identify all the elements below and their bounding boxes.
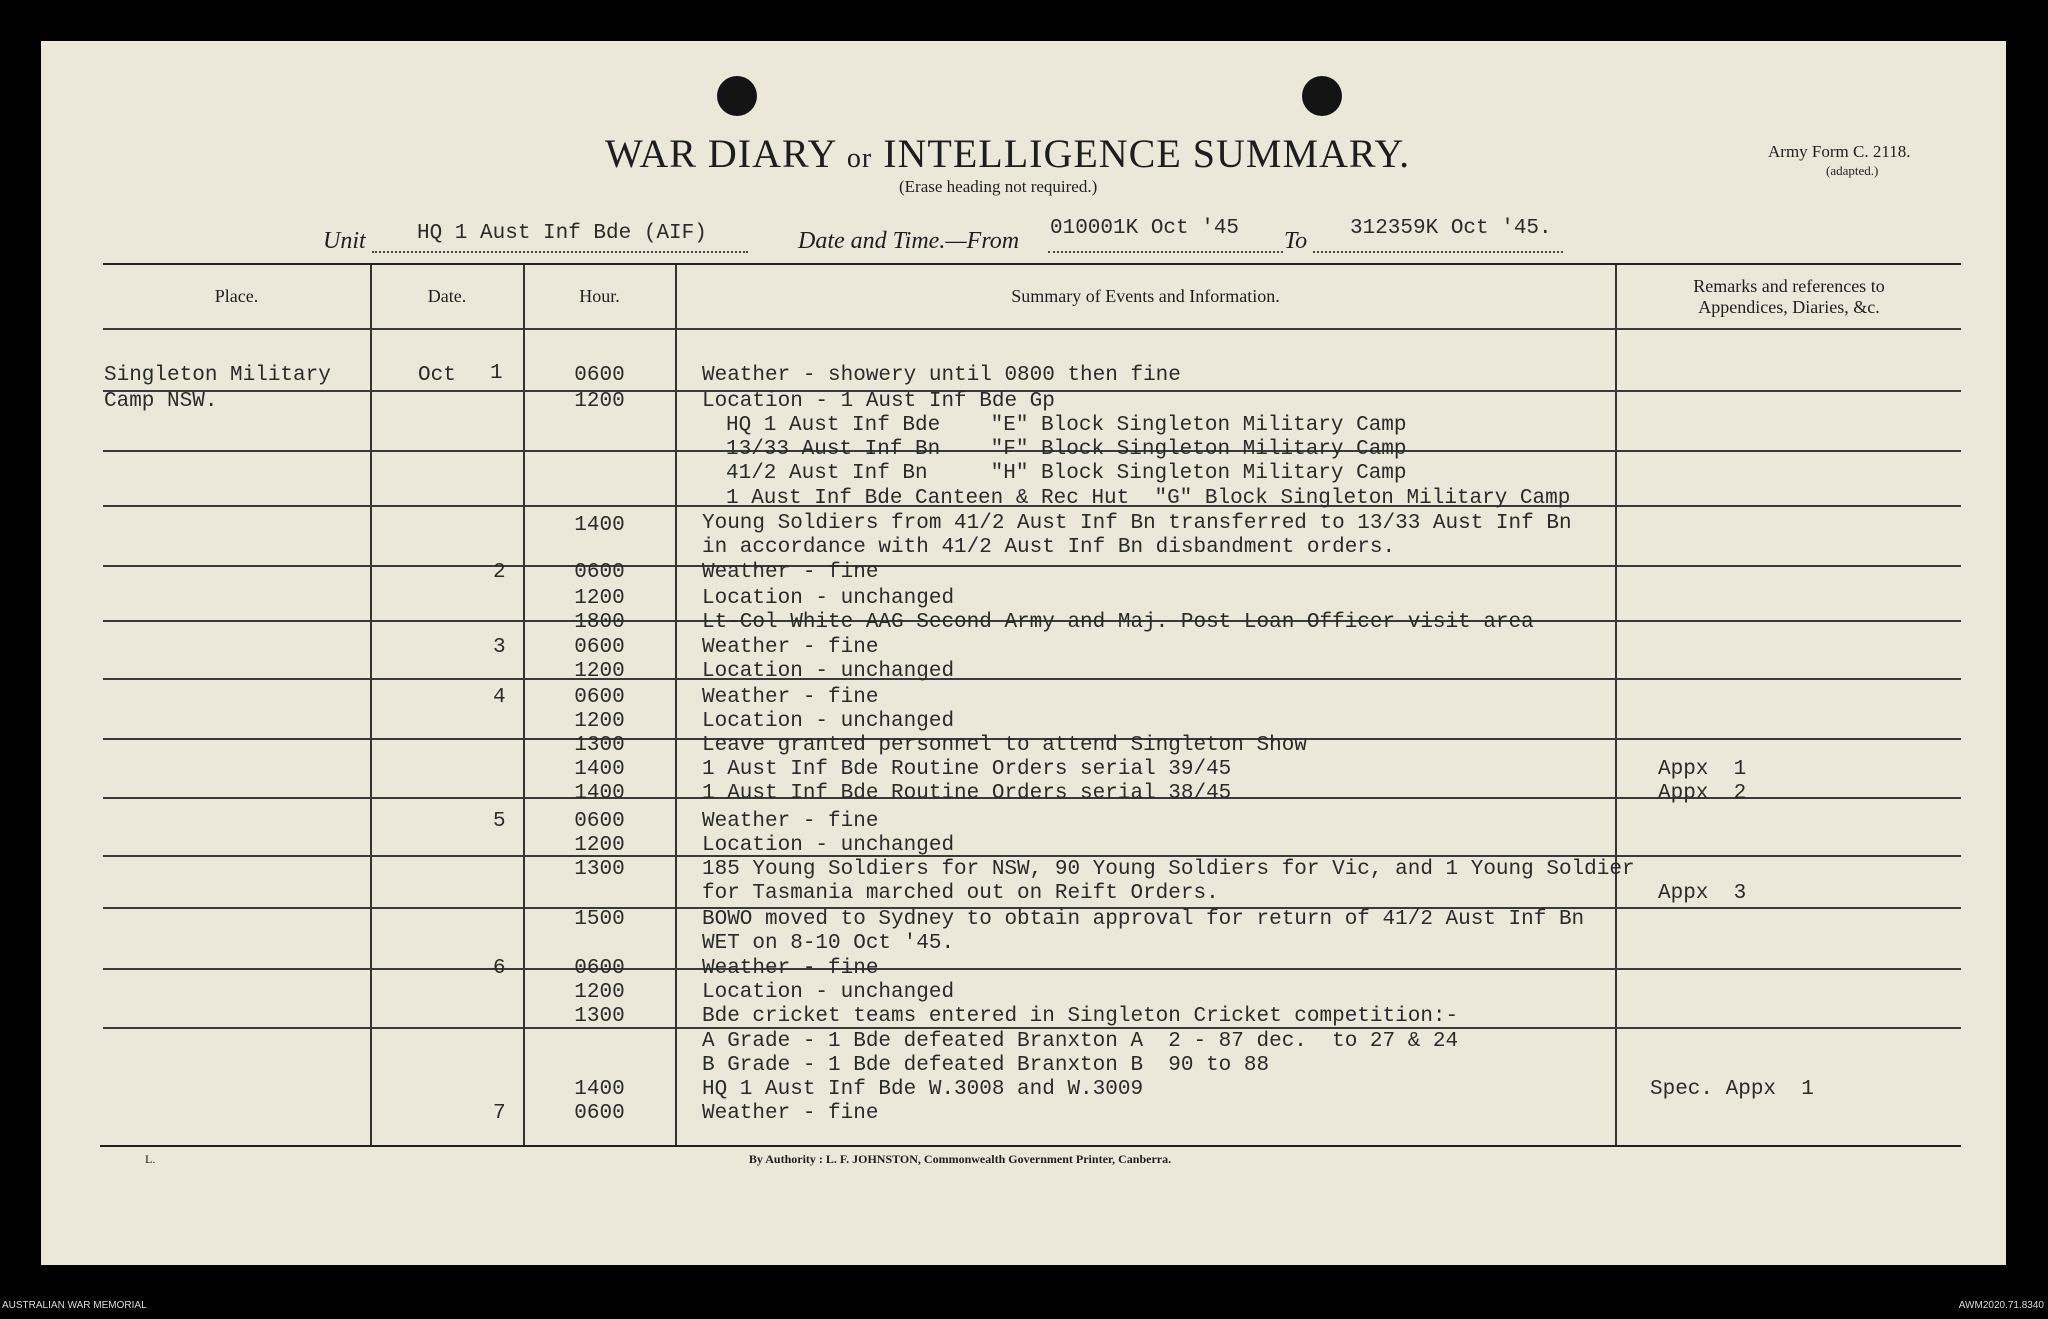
footer-mark: L.	[145, 1152, 156, 1166]
summary-line: for Tasmania marched out on Reift Orders.	[702, 882, 1219, 905]
place-line: Camp NSW.	[104, 390, 218, 413]
summary-line: WET on 8-10 Oct '45.	[702, 932, 955, 955]
hour: 1400	[574, 1078, 625, 1101]
date-from-value: 010001K Oct '45	[1050, 217, 1240, 240]
printer-authority: By Authority : L. F. JOHNSTON, Commonwealth Government Printer, Canberra.	[748, 1152, 1172, 1166]
summary-line: 1 Aust Inf Bde Routine Orders serial 39/45	[702, 758, 1232, 781]
hour: 1400	[574, 782, 625, 805]
hour: 1200	[574, 587, 625, 610]
hour: 0600	[574, 957, 625, 980]
hour: 0600	[574, 636, 625, 659]
summary-line: in accordance with 41/2 Aust Inf Bn disbandment orders.	[702, 536, 1396, 559]
header-place: Place.	[214, 286, 259, 306]
date-day: 4	[493, 686, 506, 709]
summary-line: 1 Aust Inf Bde Routine Orders serial 38/45	[702, 782, 1232, 805]
summary-line: Weather - fine	[702, 810, 879, 833]
summary-line: Location - unchanged	[702, 587, 955, 610]
archive-name: AUSTRALIAN WAR MEMORIAL	[2, 1300, 147, 1311]
remark-appendix: Appx 3	[1658, 882, 1747, 905]
hour: 1200	[574, 834, 625, 857]
summary-line: Location - unchanged	[702, 834, 955, 857]
summary-line: Young Soldiers from 41/2 Aust Inf Bn transferred to 13/33 Aust Inf Bn	[702, 512, 1572, 535]
hour: 1400	[574, 514, 625, 537]
summary-line: HQ 1 Aust Inf Bde "E" Block Singleton Military Camp	[726, 414, 1407, 437]
summary-line: B Grade - 1 Bde defeated Branxton B 90 to 88	[702, 1054, 1270, 1077]
archive-reference: AWM2020.71.8340	[1958, 1300, 2044, 1311]
place-line: Singleton Military	[104, 364, 331, 387]
hour: 0600	[574, 561, 625, 584]
date-day: 2	[493, 561, 506, 584]
date-day: 7	[493, 1102, 506, 1125]
summary-line: Weather - fine	[702, 1102, 879, 1125]
summary-line: 41/2 Aust Inf Bn "H" Block Singleton Military Camp	[726, 462, 1407, 485]
summary-line: Location - unchanged	[702, 981, 955, 1004]
army-form-adapted: (adapted.)	[1826, 163, 1879, 178]
date-day: 5	[493, 810, 506, 833]
unit-value: HQ 1 Aust Inf Bde (AIF)	[417, 222, 707, 245]
hour: 1400	[574, 758, 625, 781]
header-hour: Hour.	[579, 286, 620, 306]
punch-hole-right	[1302, 76, 1342, 116]
summary-line: BOWO moved to Sydney to obtain approval for return of 41/2 Aust Inf Bn	[702, 908, 1585, 931]
summary-line: 1 Aust Inf Bde Canteen & Rec Hut "G" Block Singleton Military Camp	[726, 487, 1571, 510]
to-label: To	[1284, 228, 1308, 254]
summary-line: Bde cricket teams entered in Singleton Cricket competition:-	[702, 1005, 1459, 1028]
hour: 1200	[574, 660, 625, 683]
hour: 0600	[574, 686, 625, 709]
hour: 1300	[574, 1005, 625, 1028]
date-month: Oct	[418, 364, 456, 387]
hour: 1500	[574, 908, 625, 931]
hour: 1200	[574, 710, 625, 733]
header-date: Date.	[427, 286, 467, 306]
hour: 1200	[574, 981, 625, 1004]
summary-line: Weather - fine	[702, 957, 879, 980]
erase-note: (Erase heading not required.)	[899, 177, 1098, 196]
summary-line: Lt-Col White AAG Second Army and Maj. Post Loan Officer visit area	[702, 611, 1534, 634]
hour: 1200	[574, 390, 625, 413]
summary-line: 13/33 Aust Inf Bn "F" Block Singleton Military Camp	[726, 438, 1407, 461]
hour: 0600	[574, 364, 625, 387]
date-time-label: Date and Time.—From	[798, 228, 1020, 254]
hour: 1300	[574, 734, 625, 757]
remark-appendix: Appx 1	[1658, 758, 1747, 781]
summary-line: Weather - fine	[702, 686, 879, 709]
summary-line: Weather - fine	[702, 561, 879, 584]
hour: 0600	[574, 1102, 625, 1125]
header-remarks: Remarks and references to Appendices, Diaries, &c.	[1693, 276, 1885, 317]
hour: 0600	[574, 810, 625, 833]
summary-line: HQ 1 Aust Inf Bde W.3008 and W.3009	[702, 1078, 1144, 1101]
summary-line: Location - 1 Aust Inf Bde Gp	[702, 390, 1055, 413]
hour: 1300	[574, 858, 625, 881]
date-day: 6	[493, 957, 506, 980]
summary-line: 185 Young Soldiers for NSW, 90 Young Soldiers for Vic, and 1 Young Soldier	[702, 858, 1635, 881]
hour: 1800	[574, 611, 625, 634]
summary-line: Weather - showery until 0800 then fine	[702, 364, 1181, 387]
punch-hole-left	[717, 76, 757, 116]
unit-label: Unit	[323, 228, 366, 254]
summary-line: Leave granted personnel to attend Singleton Show	[702, 734, 1307, 757]
remark-appendix: Spec. Appx 1	[1650, 1078, 1814, 1101]
date-to-value: 312359K Oct '45.	[1350, 217, 1552, 240]
summary-line: A Grade - 1 Bde defeated Branxton A 2 - 87 dec. to 27 & 24	[702, 1030, 1459, 1053]
header-summary: Summary of Events and Information.	[1011, 286, 1280, 306]
summary-line: Location - unchanged	[702, 660, 955, 683]
date-day: 1	[490, 362, 503, 385]
form-title: WAR DIARY or INTELLIGENCE SUMMARY.	[605, 131, 1411, 176]
remark-appendix: Appx 2	[1658, 782, 1747, 805]
summary-line: Weather - fine	[702, 636, 879, 659]
army-form-number: Army Form C. 2118.	[1768, 142, 1911, 161]
date-day: 3	[493, 636, 506, 659]
summary-line: Location - unchanged	[702, 710, 955, 733]
